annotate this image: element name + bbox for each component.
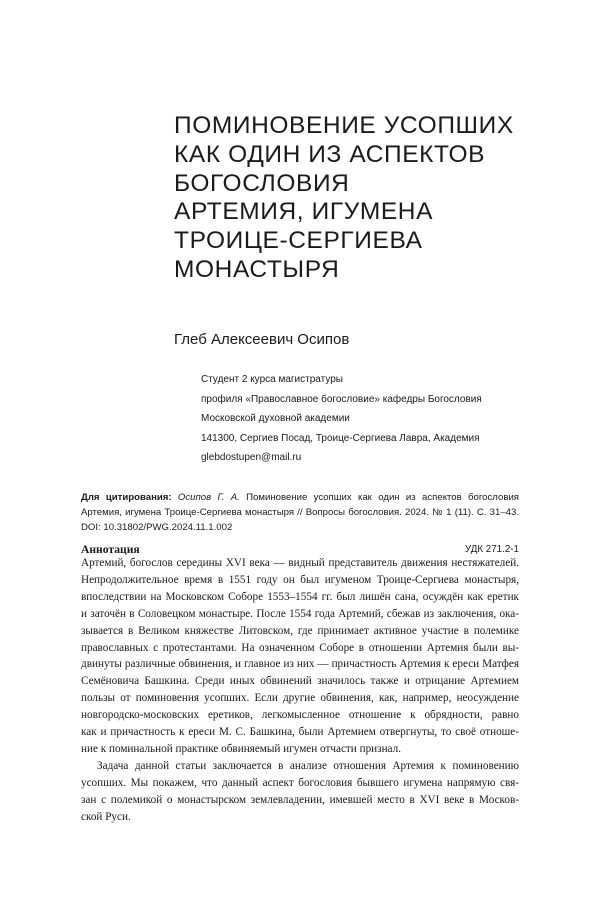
abstract-line: зан с полемикой о монастырском землевладении, имевшей место в XVI веке в Москов- (81, 793, 519, 806)
abstract-line: двинуты различные обвинения, и главное из них — причастность Артемия к ереси Матфея (81, 658, 519, 671)
citation-block (81, 491, 519, 535)
citation-text: Поминовение усопших как один из аспектов богословия Артемия, игумена Троице-Сергиева монастыря // Вопросы богословия. 2024. № 1 (11). С. 31–43. DOI: 10.31802/PWG.2024.11.1.002 (81, 492, 519, 533)
abstract-line: новгородско-московских еретиков, легкомысленное отношение к обрядности, равно (81, 709, 519, 722)
title-line: КАК ОДИН ИЗ АСПЕКТОВ (174, 140, 486, 168)
abstract-line: и заточён в Соловецком монастыре. После 1554 года Артемий, сбежав из заключения, ока- (81, 607, 519, 620)
affiliation-line: 141300, Сергиев Посад, Троице-Сергиева Лавра, Академия (201, 432, 480, 444)
udk-code: УДК 271.2-1 (464, 544, 519, 555)
abstract-line: Задача данной статьи заключается в анализе отношения Артемия к поминовению (97, 759, 519, 772)
affiliation-line: Студент 2 курса магистратуры (201, 374, 343, 385)
title-line: БОГОСЛОВИЯ (174, 169, 350, 197)
affiliation-line: Московской духовной академии (201, 413, 350, 424)
title-line: АРТЕМИЯ, ИГУМЕНА (174, 198, 434, 226)
title-line: МОНАСТЫРЯ (174, 255, 340, 283)
citation-label: Для цитирования: (81, 492, 172, 503)
author-affiliation (201, 370, 482, 468)
author-email[interactable]: glebdostupen@mail.ru (201, 452, 302, 463)
title-line: ТРОИЦЕ-СЕРГИЕВА (174, 227, 423, 255)
abstract-line: пользы от поминовения усопших. Если другие обвинения, как, например, неосуждение (81, 692, 519, 705)
abstract-line: Непродолжительное время в 1551 году он был игуменом Троице-Сергиева монастыря, (81, 573, 519, 586)
abstract-line: Семёновича Башкина. Среди иных обвинений значилось также и отрицание Артемием (81, 675, 519, 688)
article-title (174, 112, 554, 285)
citation-author: Осипов Г. А. (177, 492, 240, 503)
affiliation-line: профиля «Православное богословие» кафедры Богословия (201, 393, 482, 405)
abstract-line: зывается в Великом княжестве Литовском, где принимает активное участие в полемике (81, 624, 519, 637)
title-line: ПОМИНОВЕНИЕ УСОПШИХ (174, 112, 514, 139)
annotation-heading: Аннотация (81, 543, 140, 556)
abstract-line: православных с протестантами. На означенном Соборе в отношении Артемия были вы- (81, 641, 519, 654)
abstract-line: усопших. Мы покажем, что данный аспект богословия бывшего игумена напрямую свя- (81, 776, 519, 789)
author-name: Глеб Алексеевич Осипов (174, 331, 350, 348)
abstract-line: впоследствии на Московском Соборе 1553–1554 гг. был лишён сана, осуждён как еретик (81, 590, 519, 603)
abstract-line: ние к поминальной практике обвиняемый игумен отчасти признал. (81, 742, 402, 755)
abstract-line: ской Руси. (81, 810, 131, 823)
abstract-line: Артемий, богослов середины XVI века — видный представитель движения нестяжателей. (81, 557, 519, 569)
abstract-line: как и причастность к ереси М. С. Башкина, были Артемием отвергнуты, то своё отноше- (81, 726, 519, 739)
abstract-text (81, 555, 519, 826)
